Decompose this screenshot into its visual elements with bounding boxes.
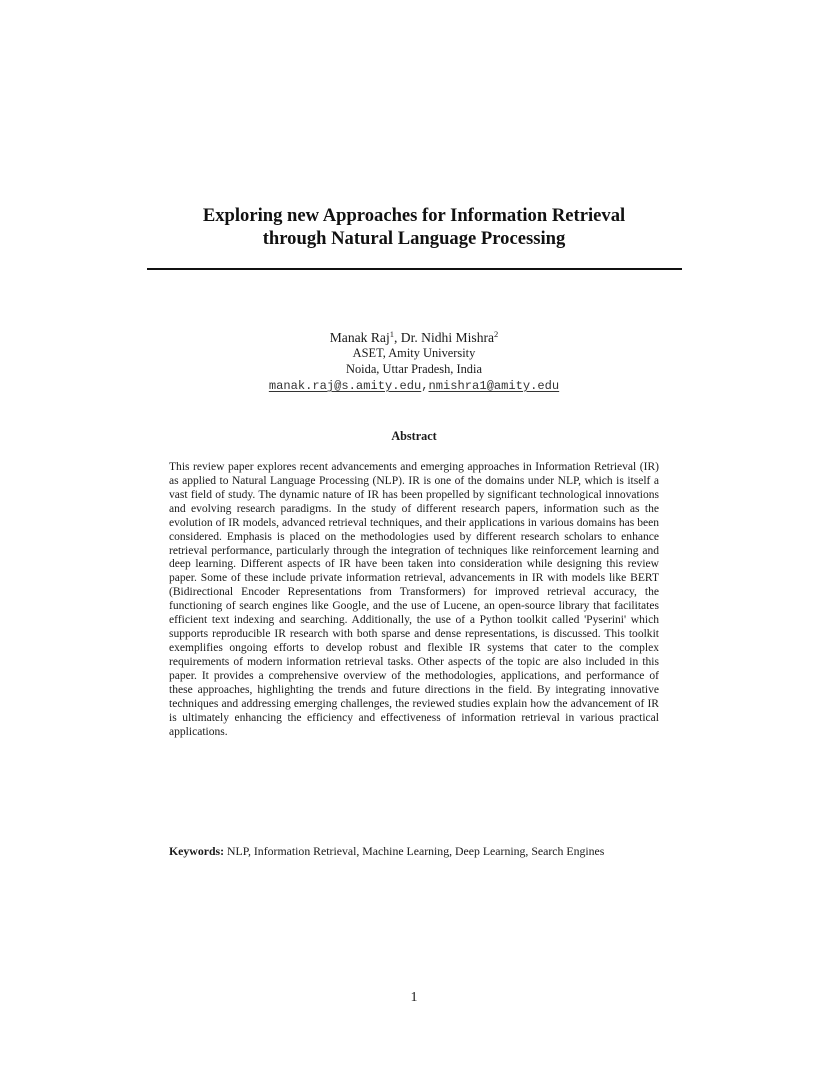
author-1-affiliation-mark: 1 xyxy=(389,329,394,339)
email-link-1[interactable]: manak.raj@s.amity.edu xyxy=(268,379,422,393)
keywords-label: Keywords: xyxy=(169,844,225,858)
email-link-2[interactable]: nmishra1@amity.edu xyxy=(428,379,560,393)
author-2-name: Dr. Nidhi Mishra xyxy=(400,330,495,345)
paper-title xyxy=(0,204,828,250)
author-separator: , xyxy=(393,330,401,345)
author-block xyxy=(0,329,828,394)
title-line-1: Exploring new Approaches for Information Retrieval xyxy=(202,205,626,226)
author-2-affiliation-mark: 2 xyxy=(494,329,499,339)
affiliation-location: Noida, Uttar Pradesh, India xyxy=(346,361,482,376)
page-number: 1 xyxy=(410,990,418,1005)
title-divider xyxy=(147,268,682,270)
abstract-heading: Abstract xyxy=(391,429,437,443)
keywords-list: NLP, Information Retrieval, Machine Learning, Deep Learning, Search Engines xyxy=(224,844,605,858)
affiliation-institution: ASET, Amity University xyxy=(352,346,476,360)
author-1-name: Manak Raj xyxy=(329,330,390,345)
keywords-line xyxy=(169,844,689,859)
author-emails xyxy=(0,378,828,394)
author-names xyxy=(0,329,828,346)
email-separator: , xyxy=(421,379,429,393)
abstract-text: This review paper explores recent advancements and emerging approaches in Information Retrieval (IR) as applied to Natural Language Processing (NLP). IR is one of the domains under NLP, which is itself a vast field of study. The dynamic nature of IR has been propelled by significant technological innovations and evolving research paradigms. In the study of different research papers, information such as the evolution of IR models, advanced retrieval techniques, and their applications in various domains has been considered. Emphasis is placed on the methodologies used by different research scholars to enhance retrieval performance, particularly through the integration of techniques like reinforcement learning and deep learning. Different aspects of IR have been taken into consideration while designing this review paper. Some of these include private information retrieval, advancements in IR with models like BERT (Bidirectional Encoder Representations from Transformers) for improved retrieval accuracy, the functioning of search engines like Google, and the use of Lucene, an open-source library that facilitates efficient text indexing and searching. Additionally, the use of a Python toolkit called 'Pyserini' which supports reproducible IR research with both sparse and dense representations, is discussed. This toolkit exemplifies ongoing efforts to develop robust and flexible IR systems that cater to the complex requirements of modern information retrieval tasks. Other aspects of the topic are also included in this paper. It provides a comprehensive overview of the methodologies, applications, and performance of these approaches, highlighting the trends and future directions in the field. By integrating innovative techniques and addressing emerging challenges, the reviewed studies explain how the advancement of IR is ultimately enhancing the efficiency and effectiveness of information retrieval in various practical applications. xyxy=(169,461,659,738)
title-line-2: through Natural Language Processing xyxy=(262,228,566,249)
